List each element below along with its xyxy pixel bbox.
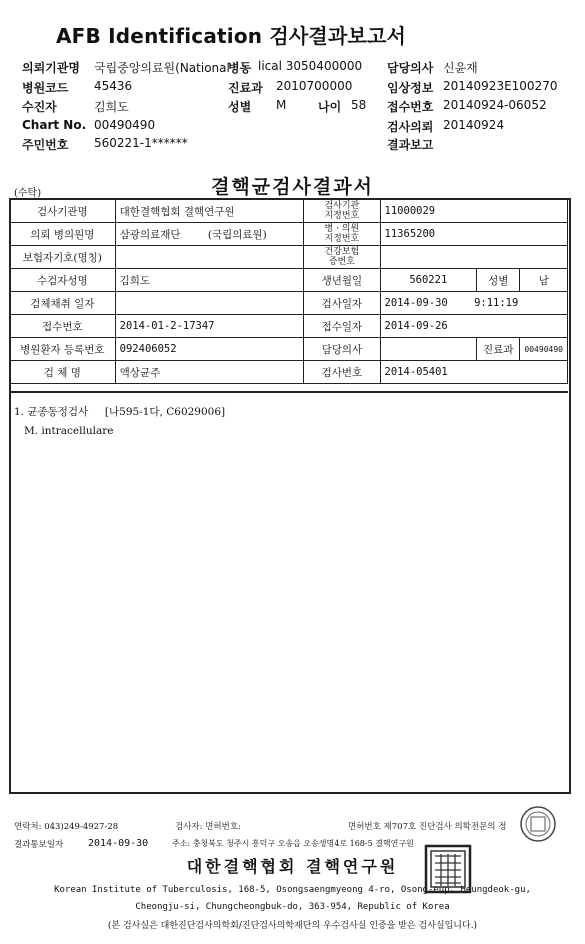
doctor-value: 신윤재 xyxy=(443,61,478,75)
institution-label: 의뢰기관명 xyxy=(22,61,80,75)
contact-line: 연락처: 043)249-4927-28 xyxy=(14,822,119,832)
chart-no-value: 00490490 xyxy=(94,118,156,132)
table-row xyxy=(10,246,568,269)
resident-no-value: 560221-1****** xyxy=(94,136,188,150)
department-label: 진료과 xyxy=(228,81,263,95)
request-date-value: 20140924 xyxy=(443,118,505,132)
test-date-label: 검사일자 xyxy=(304,292,380,315)
receipt-number-value: 2014-01-2-17347 xyxy=(115,315,304,338)
request-date-label: 검사의뢰 xyxy=(387,120,434,134)
request-hospital-code: 11365200 xyxy=(380,223,567,246)
result-area xyxy=(9,391,568,792)
form-dept-label: 진료과 xyxy=(477,338,520,361)
form-dept-value: 00490490 xyxy=(520,338,568,361)
age-value: 58 xyxy=(351,98,367,112)
patient-sex-label: 성별 xyxy=(477,269,520,292)
ward-label: 병동 xyxy=(228,61,252,75)
specimen-value: 액상균주 xyxy=(115,361,304,384)
institution-name-korean: 대한결핵협회 결핵연구원 xyxy=(186,857,399,876)
test-date-value: 2014-09-30 xyxy=(384,297,448,309)
sex-label: 성별 xyxy=(228,100,252,114)
patient-name-value: 김희도 xyxy=(115,269,304,292)
test-institution-value: 대한결핵협회 결핵연구원 xyxy=(115,200,304,223)
request-hospital-note: (국립의료원) xyxy=(207,228,267,241)
insurance-label: 보험자기호(명칭) xyxy=(10,246,116,269)
ward-value: lical 3050400000 xyxy=(258,59,363,73)
registration-label: 병원환자 등록번호 xyxy=(10,338,116,361)
test-no-value: 2014-05401 xyxy=(380,361,567,384)
collection-label: 검체채취 일자 xyxy=(10,292,116,315)
form-table xyxy=(9,199,568,384)
clinical-info-label: 임상정보 xyxy=(387,81,434,95)
request-hospital-code-label: 병 · 의원 지정번호 xyxy=(304,223,380,246)
report-label: 결과보고 xyxy=(387,138,434,152)
test-institution-code: 11000029 xyxy=(380,200,567,223)
certification-note: (본 검사실은 대한진단검사의학회/진단검사의학재단의 우수검사실 인증을 받은 검사실입니다.) xyxy=(107,921,478,931)
seal-stamp-round xyxy=(518,804,558,844)
table-row xyxy=(10,361,568,384)
patient-label: 수진자 xyxy=(22,100,57,114)
report-title: AFB Identification 검사결과보고서 xyxy=(56,24,407,48)
insurance-value xyxy=(115,246,304,269)
receipt-no-value: 20140924-06052 xyxy=(443,98,547,112)
receipt-number-label: 접수번호 xyxy=(10,315,116,338)
form-doctor-label: 담당의사 xyxy=(304,338,380,361)
insurance-code xyxy=(380,246,567,269)
specimen-label: 검 체 명 xyxy=(10,361,116,384)
doctor-label: 담당의사 xyxy=(387,61,434,75)
clinical-info-value: 20140923E100270 xyxy=(443,79,558,93)
table-row xyxy=(10,338,568,361)
sex-value: M xyxy=(276,98,287,112)
request-hospital-label: 의뢰 병의원명 xyxy=(10,223,116,246)
test-date-cell xyxy=(380,292,567,315)
table-row xyxy=(10,292,568,315)
receipt-date-value: 2014-09-26 xyxy=(380,315,567,338)
result-line-test: 1. 균종동정검사 [나595-1다, C6029006] xyxy=(14,406,226,418)
institution-address-en-1: Korean Institute of Tuberculosis, 168-5, Osongsaengmyeong 4-ro, Osong-eup, Heungdeok-gu, xyxy=(54,885,531,895)
form-doctor-value xyxy=(380,338,477,361)
hospital-code-value: 45436 xyxy=(94,79,133,93)
report-date-value: 2014-09-30 xyxy=(88,838,149,849)
table-row xyxy=(10,315,568,338)
patient-name-label: 수검자성명 xyxy=(10,269,116,292)
insurance-code-label: 건강보험 증번호 xyxy=(304,246,380,269)
chart-no-label: Chart No. xyxy=(22,118,87,132)
request-hospital-cell xyxy=(115,223,304,246)
hospital-code-label: 병원코드 xyxy=(22,81,69,95)
table-row xyxy=(10,269,568,292)
registration-value: 092406052 xyxy=(115,338,304,361)
institution-value: 국립중앙의료원(National xyxy=(94,61,230,75)
seal-stamp-square xyxy=(424,844,472,894)
examiner-line: 검사자: 면허번호: xyxy=(175,822,241,832)
form-title: 결핵균검사결과서 xyxy=(211,176,374,198)
result-line-organism: M. intracellulare xyxy=(24,425,114,437)
department-value: 2010700000 xyxy=(276,79,353,93)
test-time-value: 9:11:19 xyxy=(474,297,519,309)
resident-no-label: 주민번호 xyxy=(22,138,69,152)
patient-sex-value: 남 xyxy=(520,269,568,292)
patient-value: 김희도 xyxy=(94,100,129,114)
test-no-label: 검사번호 xyxy=(304,361,380,384)
table-row xyxy=(10,200,568,223)
test-institution-label: 검사기관명 xyxy=(10,200,116,223)
table-row xyxy=(10,223,568,246)
receipt-no-label: 접수번호 xyxy=(387,100,434,114)
test-institution-code-label: 검사기관 지정번호 xyxy=(304,200,380,223)
address-line: 주소: 충청북도 청주시 흥덕구 오송읍 오송생명4로 168-5 결핵연구원 xyxy=(172,839,414,848)
receipt-date-label: 접수일자 xyxy=(304,315,380,338)
collection-value xyxy=(115,292,304,315)
report-date-label: 결과통보일자 xyxy=(14,840,64,850)
institution-address-en-2: Cheongju-si, Chungcheongbuk-do, 363-954, Republic of Korea xyxy=(135,902,450,912)
receipt-mark: (수탁) xyxy=(14,188,42,199)
birth-value: 560221 xyxy=(380,269,477,292)
age-label: 나이 xyxy=(318,100,342,114)
license-line: 면허번호 제707호 진단검사 의학전문의 정 xyxy=(348,822,507,832)
birth-label: 생년월일 xyxy=(304,269,380,292)
request-hospital-value: 삼광의료재단 xyxy=(119,228,181,241)
